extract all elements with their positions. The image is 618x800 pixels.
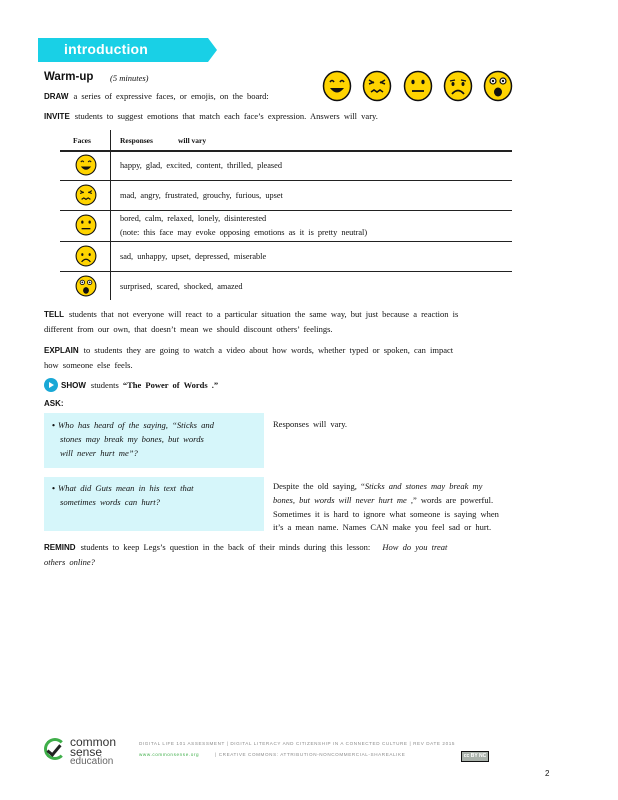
- warmup-duration: (5 minutes): [110, 73, 149, 83]
- question-2-line-1: What did Guts mean in his text that: [58, 483, 194, 493]
- table-rule: [60, 241, 512, 242]
- question-1: [52, 418, 214, 460]
- sad-face-icon: [75, 245, 97, 267]
- table-header-faces: Faces: [73, 136, 91, 145]
- explain-keyword: EXPLAIN: [44, 346, 79, 355]
- tell-keyword: TELL: [44, 310, 64, 319]
- draw-keyword: DRAW: [44, 92, 69, 101]
- answer-2-quote-end: bones, but words will never hurt me: [273, 495, 407, 505]
- table-rule: [60, 150, 512, 152]
- tell-text-line1: students that not everyone will react to a particular situation the same way, but just because a reaction is: [69, 309, 459, 319]
- tell-instruction: [44, 309, 458, 319]
- answer-2-quote: Sticks and stones may break my: [364, 481, 483, 491]
- table-column-divider: [110, 130, 111, 300]
- surprised-face-icon: [75, 275, 97, 297]
- banner-arrow: [208, 38, 217, 62]
- question-box-2: [44, 477, 264, 531]
- remind-question: How do you treat: [382, 542, 448, 552]
- answer-2-text: Despite the old saying, “: [273, 481, 365, 491]
- remind-question-line2: others online?: [44, 557, 95, 567]
- draw-text: a series of expressive faces, or emojis, on the board:: [73, 91, 269, 101]
- surprised-face-icon: [483, 70, 513, 102]
- table-row-neutral-note: (note: this face may evoke opposing emotions as it is pretty neutral): [120, 228, 368, 237]
- logo-word-2: sense: [70, 745, 103, 759]
- common-sense-logo: [70, 737, 116, 767]
- table-rule: [60, 271, 512, 272]
- question-2-line-2: sometimes words can hurt?: [60, 497, 160, 507]
- table-row-neutral: bored, calm, relaxed, lonely, disinterested: [120, 214, 267, 223]
- remind-instruction: [44, 542, 447, 552]
- footer-website-link[interactable]: www.commonsense.org: [139, 752, 200, 757]
- explain-text-line1: to students they are going to watch a video about how words, whether typed or spoken, can impact: [83, 345, 454, 355]
- video-title[interactable]: “The Power of Words .”: [122, 380, 219, 390]
- table-rule: [60, 210, 512, 211]
- question-1-line-1: Who has heard of the saying, “Sticks and: [58, 420, 214, 430]
- ask-keyword: ASK:: [44, 399, 64, 408]
- question-1-line-2: stones may break my bones, but words: [60, 434, 204, 444]
- footer-course-line: DIGITAL LIFE 101 ASSESSMENT | DIGITAL LITERACY AND CITIZENSHIP IN A CONNECTED CULTURE | REV DATE 2015: [139, 741, 456, 746]
- neutral-face-icon: [75, 214, 97, 236]
- remind-text: students to keep Legs’s question in the back of their minds during this lesson:: [80, 542, 371, 552]
- table-rule: [60, 180, 512, 181]
- logo-word-3: education: [70, 756, 114, 767]
- remind-keyword: REMIND: [44, 543, 76, 552]
- neutral-face-icon: [403, 70, 433, 102]
- show-keyword: SHOW: [61, 381, 86, 390]
- table-row-surprised: surprised, scared, shocked, amazed: [120, 282, 243, 291]
- angry-face-icon: [75, 184, 97, 206]
- invite-text: students to suggest emotions that match each face’s expression. Answers will vary.: [74, 111, 378, 121]
- bullet-icon: •: [52, 420, 56, 430]
- table-header-vary: will vary: [178, 136, 207, 145]
- angry-face-icon: [362, 70, 392, 102]
- happy-face-icon: [322, 70, 352, 102]
- table-row-sad: sad, unhappy, upset, depressed, miserable: [120, 252, 267, 261]
- logo-word-1: common: [70, 735, 117, 749]
- answer-2-line-4: it’s a mean name. Names CAN make you feel sad or hurt.: [273, 522, 492, 532]
- answer-2-line-1: [273, 481, 482, 491]
- answer-2-line-3: Sometimes it is hard to ignore what someone is saying when: [273, 509, 499, 519]
- invite-instruction: [44, 111, 378, 121]
- question-2: [52, 481, 194, 509]
- creative-commons-badge: cc BY NC SA: [461, 751, 489, 762]
- explain-text-line2: how someone else feels.: [44, 360, 133, 370]
- warmup-heading: Warm-up: [44, 71, 94, 83]
- show-instruction: [61, 380, 218, 390]
- sad-face-icon: [443, 70, 473, 102]
- answer-1: Responses will vary.: [273, 419, 348, 429]
- question-1-line-3: will never hurt me”?: [60, 448, 138, 458]
- answer-2-line-2: [273, 495, 493, 505]
- table-row-happy: happy, glad, excited, content, thrilled, pleased: [120, 161, 282, 170]
- show-text: students: [90, 380, 119, 390]
- page-number: 2: [545, 769, 550, 778]
- section-title: introduction: [64, 41, 149, 57]
- footer-license-line: [139, 752, 405, 757]
- tell-text-line2: different from our own, that doesn’t mean we should discount others’ feelings.: [44, 324, 333, 334]
- happy-face-icon: [75, 154, 97, 176]
- bullet-icon: •: [52, 483, 56, 493]
- play-triangle-icon: [49, 382, 54, 388]
- invite-keyword: INVITE: [44, 112, 70, 121]
- answer-2-text-end: ,” words are powerful.: [406, 495, 494, 505]
- question-box-1: [44, 413, 264, 468]
- table-row-angry: mad, angry, frustrated, grouchy, furious, upset: [120, 191, 283, 200]
- footer-license-text: | CREATIVE COMMONS: ATTRIBUTION-NONCOMMERCIAL-SHAREALIKE: [215, 752, 406, 757]
- explain-instruction: [44, 345, 453, 355]
- draw-instruction: [44, 91, 269, 101]
- table-header-responses: Responses: [120, 136, 153, 145]
